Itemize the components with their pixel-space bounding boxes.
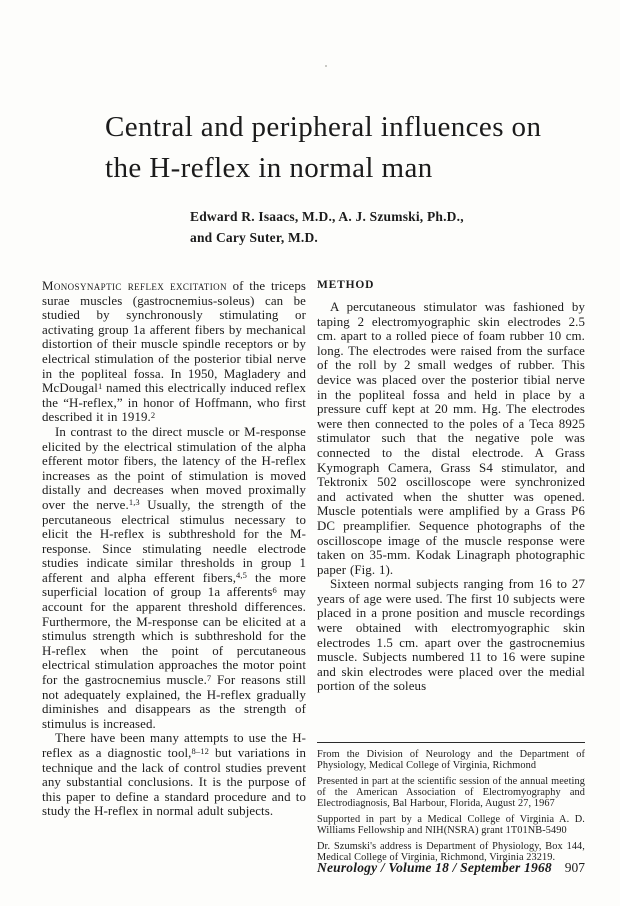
byline	[190, 206, 464, 248]
footnote-address: Dr. Szumski's address is Department of Physiology, Box 144, Medical College of Virginia, Richmond, Virginia 23219.	[317, 840, 585, 863]
method-paragraph-1: A percutaneous stimulator was fashioned by taping 2 electromyographic skin electrodes 2.5 cm. apart to a rolled piece of foam rubber 10 cm. long. The electrodes were raised from the surface of the roll by 2 small wedges of rubber. This device was placed over the posterior tibial nerve in the popliteal fossa and held in place by a pressure cuff kept at 20 mm. Hg. The electrodes were then connected to the poles of a Teca 8925 stimulator such that the negative pole was connected to the distal electrode. A Grass Kymograph Camera, Grass S4 stimulator, and Tektronix 502 oscilloscope were synchronized and activated when the shutter was opened. Muscle potentials were amplified by a Grass P6 DC preamplifier. Sequence photographs of the oscilloscope image of the muscle response were taken on 35-mm. Kodak Linagraph photographic paper (Fig. 1).	[317, 300, 585, 577]
section-heading-method: METHOD	[317, 279, 375, 291]
article-title	[105, 107, 541, 189]
body-columns	[42, 279, 585, 863]
footnote-divider	[317, 742, 585, 743]
intro-paragraph-1: Monosynaptic reflex excitation of the triceps surae muscles (gastrocnemius-soleus) can be studied by synchronously stimulating or activating group 1a afferent fibers by mechanical distortion of their muscle spindle receptors or by electrical stimulation of the posterior tibial nerve in the popliteal fossa. In 1950, Magladery and McDougal$^1$ named this electrically induced reflex the “H-reflex,” in honor of Hoffmann, who first described it in 1919.$^2$	[42, 279, 306, 425]
method-paragraph-2: Sixteen normal subjects ranging from 16 to 27 years of age were used. The first 10 subjects were placed in a prone position and muscle recordings were obtained with electromyographic skin electrodes 1.5 cm. apart over the gastrocnemius muscle. Subjects numbered 11 to 16 were supine and skin electrodes were placed over the medial portion of the soleus	[317, 577, 585, 694]
journal-citation: Neurology / Volume 18 / September 1968	[317, 860, 552, 875]
footnote-block	[317, 742, 585, 863]
journal-footer	[317, 860, 585, 876]
footnote-affiliation: From the Division of Neurology and the Department of Physiology, Medical College of Virginia, Richmond	[317, 748, 585, 771]
byline-line-2: and Cary Suter, M.D.	[190, 230, 319, 245]
page-number: 907	[564, 860, 585, 875]
left-column	[42, 279, 306, 863]
footnote-presentation: Presented in part at the scientific session of the annual meeting of the American Association of Electromyography and Electrodiagnosis, Bal Harbour, Florida, August 27, 1967	[317, 775, 585, 809]
footnote-support: Supported in part by a Medical College of Virginia A. D. Williams Fellowship and NIH(NSRA) grant 1T01NB-5490	[317, 813, 585, 836]
byline-line-1: Edward R. Isaacs, M.D., A. J. Szumski, Ph.D.,	[190, 209, 464, 224]
intro-paragraph-3: There have been many attempts to use the H-reflex as a diagnostic tool,$^{8-12}$ but variations in technique and the lack of control studies prevent any substantial conclusions. It is the purpose of this paper to define a standard procedure and to study the H-reflex in normal adult subjects.	[42, 731, 306, 819]
right-column	[317, 279, 585, 863]
article-title-line-2: the H-reflex in normal man	[105, 152, 433, 184]
intro-paragraph-2: In contrast to the direct muscle or M-response elicited by the electrical stimulation of the alpha efferent motor fibers, the latency of the H-reflex increases as the point of stimulation is moved distally and decreases when moved proximally over the nerve.$^{1,3}$ Usually, the strength of the percutaneous electrical stimulus necessary to elicit the H-reflex is subthreshold for the M-response. Since stimulating needle electrode studies indicate similar thresholds in group 1 afferent and alpha efferent fibers,$^{4,5}$ the more superficial location of group 1a afferents$^6$ may account for the apparent threshold differences. Furthermore, the M-response can be elicited at a stimulus strength which is subthreshold for the H-reflex when the point of percutaneous electrical stimulation approaches the motor point for the gastrocnemius muscle.$^7$ For reasons still not adequately explained, the H-reflex gradually diminishes and disappears as the strength of stimulus is increased.	[42, 424, 307, 731]
scan-artifact	[325, 65, 327, 67]
article-title-line-1: Central and peripheral influences on	[105, 111, 542, 143]
